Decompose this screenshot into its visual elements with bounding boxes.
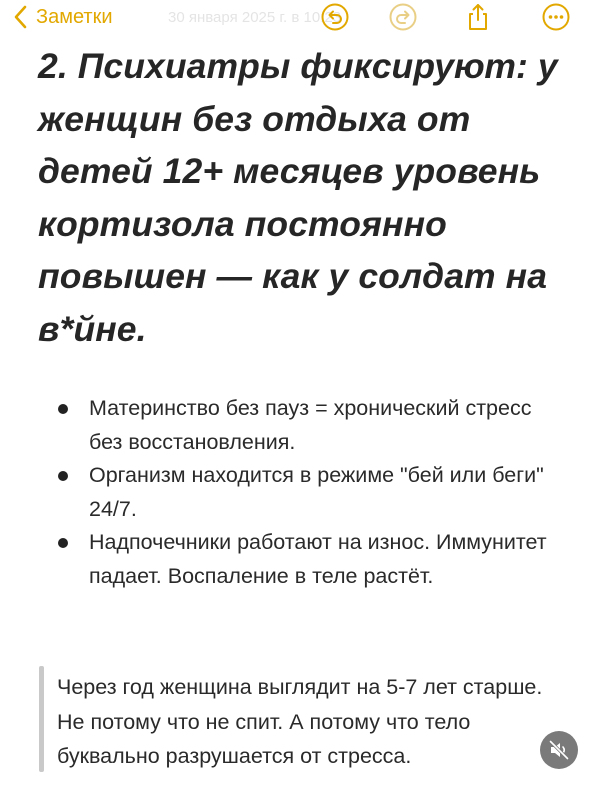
back-button[interactable] [14,2,113,32]
share-icon [463,2,493,32]
quote-text: Через год женщина выглядит на 5-7 лет старше. Не потому что не спит. А потому что тело буквально разрушается от стресса. [57,675,543,768]
note-title: 2. Психиатры фиксируют: у женщин без отдыха от детей 12+ месяцев уровень кортизола постоянно повышен — как у солдат на в*йне. [38,46,558,349]
bullet-list [0,392,600,593]
list-item [0,526,600,593]
list-item [0,459,600,526]
chevron-left-icon [14,5,28,29]
back-label: Заметки [36,5,113,28]
list-item-text: Материнство без пауз = хронический стресс без восстановления. [89,396,532,454]
block-quote [39,666,579,772]
more-button[interactable] [541,2,571,32]
undo-icon [320,2,350,32]
quote-bar [39,666,44,772]
bullet-icon [58,538,68,548]
list-item-text: Организм находится в режиме "бей или беги" 24/7. [89,463,544,521]
mute-button[interactable] [540,731,578,769]
bullet-icon [58,404,68,414]
bullet-icon [58,471,68,481]
list-item [0,392,600,459]
note-date: 30 января 2025 г. в 10:23 [168,9,342,26]
more-icon [541,2,571,32]
undo-button[interactable] [320,2,350,32]
share-button[interactable] [463,2,493,32]
toolbar [0,0,600,34]
list-item-text: Надпочечники работают на износ. Иммунитет падает. Воспаление в теле растёт. [89,530,547,588]
speaker-muted-icon [548,739,570,761]
redo-icon [388,2,418,32]
redo-button[interactable] [388,2,418,32]
